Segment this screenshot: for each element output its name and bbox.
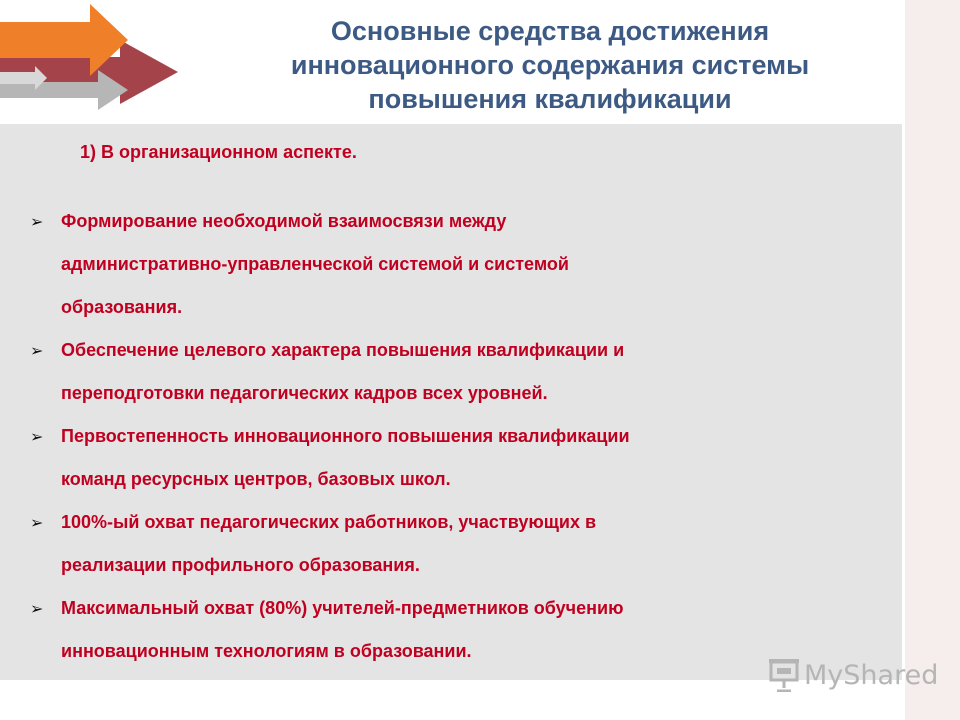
list-item — [30, 329, 860, 415]
bullet-line: реализации профильного образования. — [61, 555, 420, 575]
list-item — [30, 415, 860, 501]
bullet-line: 100%-ый охват педагогических работников, участвующих в — [61, 512, 597, 532]
presentation-board-icon — [768, 658, 800, 692]
bullet-line: Первостепенность инновационного повышения квалификации — [61, 426, 630, 446]
page-title — [220, 14, 880, 116]
section-heading: 1) В организационном аспекте. — [80, 142, 357, 162]
watermark-text: MyShared — [804, 659, 939, 691]
bullet-list — [30, 200, 860, 673]
arrow-bullet-icon: ➢ — [30, 212, 44, 231]
arrow-bullet-icon: ➢ — [30, 427, 44, 446]
arrow-bullet-icon: ➢ — [30, 513, 44, 532]
list-item — [30, 587, 860, 673]
bullet-line: административно-управленческой системой и системой — [61, 254, 569, 274]
bullet-line: команд ресурсных центров, базовых школ. — [61, 469, 451, 489]
title-line: инновационного содержания системы — [290, 50, 810, 80]
title-line: повышения квалификации — [368, 84, 732, 114]
bullet-line: инновационным технологиям в образовании. — [61, 641, 472, 661]
arrow-bullet-icon: ➢ — [30, 341, 44, 360]
bullet-line: Максимальный охват (80%) учителей-предметников обучению — [61, 598, 624, 618]
list-item — [30, 501, 860, 587]
decorative-side-stripe — [905, 0, 960, 720]
bullet-line: переподготовки педагогических кадров всех уровней. — [61, 383, 548, 403]
bullet-line: образования. — [61, 297, 183, 317]
bullet-line: Обеспечение целевого характера повышения квалификации и — [61, 340, 625, 360]
bullet-line: Формирование необходимой взаимосвязи между — [61, 211, 507, 231]
decorative-arrows-icon — [0, 0, 180, 110]
title-line: Основные средства достижения — [330, 16, 770, 46]
list-item — [30, 200, 860, 329]
arrow-bullet-icon: ➢ — [30, 599, 44, 618]
watermark-logo — [768, 655, 938, 695]
